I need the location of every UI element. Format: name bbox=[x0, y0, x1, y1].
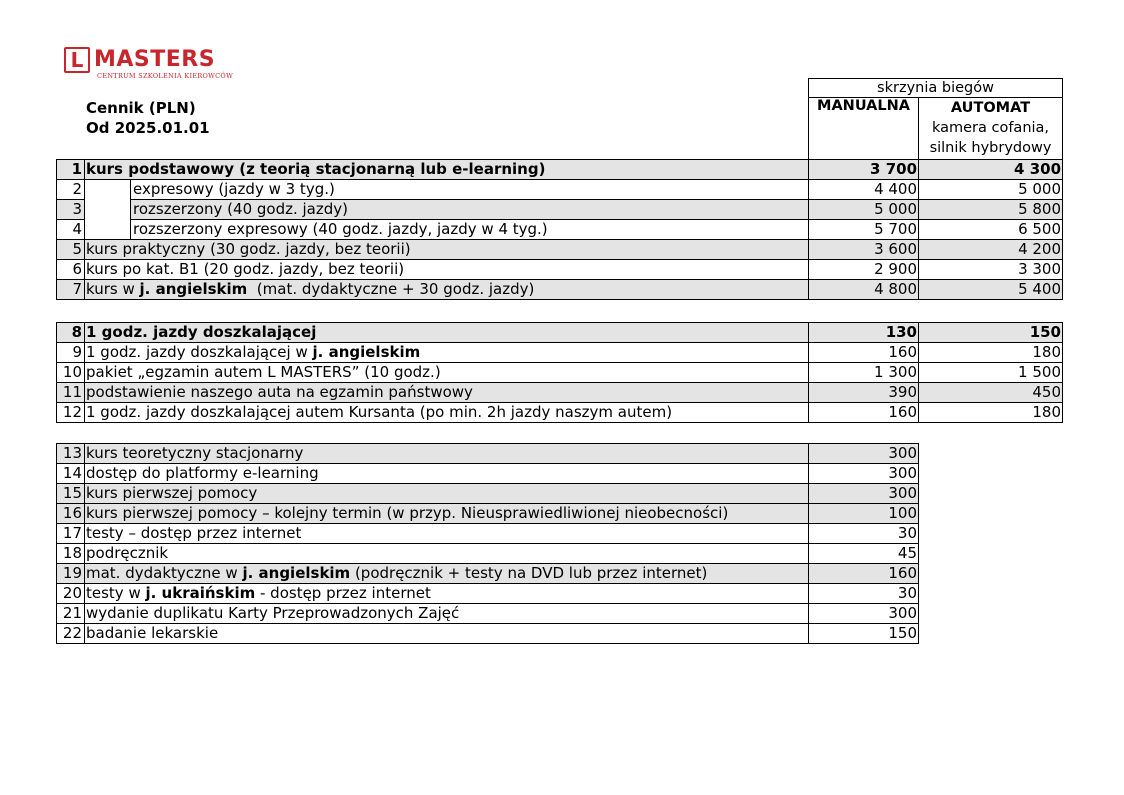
price: 160 bbox=[809, 564, 919, 584]
manual-price: 5 700 bbox=[809, 220, 919, 240]
table-row bbox=[57, 403, 1063, 423]
row-number: 19 bbox=[57, 564, 85, 584]
row-description bbox=[85, 564, 809, 584]
table-row bbox=[57, 484, 919, 504]
manual-price: 3 600 bbox=[809, 240, 919, 260]
price: 100 bbox=[809, 504, 919, 524]
row-number: 20 bbox=[57, 584, 85, 604]
desc-text: kurs w bbox=[86, 280, 140, 298]
automatic-price: 180 bbox=[919, 343, 1063, 363]
manual-price: 5 000 bbox=[809, 200, 919, 220]
row-number: 14 bbox=[57, 464, 85, 484]
price: 300 bbox=[809, 604, 919, 624]
automatic-price: 3 300 bbox=[919, 260, 1063, 280]
automatic-price: 450 bbox=[919, 383, 1063, 403]
automatic-note: kamera cofania, silnik hybrydowy bbox=[929, 120, 1052, 156]
manual-price: 1 300 bbox=[809, 363, 919, 383]
price-table-courses bbox=[56, 159, 1063, 300]
table-row bbox=[57, 564, 919, 584]
automatic-price: 1 500 bbox=[919, 363, 1063, 383]
row-description: podstawienie naszego auta na egzamin państwowy bbox=[85, 383, 809, 403]
manual-price: 4 800 bbox=[809, 280, 919, 300]
table-row bbox=[57, 504, 919, 524]
desc-text-after: (mat. dydaktyczne + 30 godz. jazdy) bbox=[247, 280, 535, 298]
row-description: wydanie duplikatu Karty Przeprowadzonych Zajęć bbox=[85, 604, 809, 624]
table-row bbox=[57, 363, 1063, 383]
desc-text: mat. dydaktyczne w bbox=[86, 564, 243, 582]
price-table-lessons bbox=[56, 322, 1063, 423]
manual-price: 3 700 bbox=[809, 160, 919, 180]
automatic-price: 5 000 bbox=[919, 180, 1063, 200]
table-row bbox=[57, 280, 1063, 300]
row-description: kurs podstawowy (z teorią stacjonarną lub e-learning) bbox=[85, 160, 809, 180]
manual-header: MANUALNA bbox=[809, 98, 919, 160]
row-description: badanie lekarskie bbox=[85, 624, 809, 644]
automatic-price: 180 bbox=[919, 403, 1063, 423]
price: 30 bbox=[809, 524, 919, 544]
row-description: expresowy (jazdy w 3 tyg.) bbox=[131, 180, 809, 200]
row-description: kurs pierwszej pomocy – kolejny termin (w przyp. Nieusprawiedliwionej nieobecności) bbox=[85, 504, 809, 524]
row-number: 10 bbox=[57, 363, 85, 383]
row-number: 4 bbox=[57, 220, 85, 240]
price: 45 bbox=[809, 544, 919, 564]
automatic-header: AUTOMAT bbox=[950, 100, 1031, 116]
table-row bbox=[57, 220, 1063, 240]
row-description: 1 godz. jazdy doszkalającej bbox=[85, 323, 809, 343]
automatic-price: 6 500 bbox=[919, 220, 1063, 240]
row-description bbox=[85, 343, 809, 363]
manual-price: 160 bbox=[809, 403, 919, 423]
row-description: kurs teoretyczny stacjonarny bbox=[85, 444, 809, 464]
column-header bbox=[808, 78, 1062, 159]
row-number: 9 bbox=[57, 343, 85, 363]
row-number: 7 bbox=[57, 280, 85, 300]
manual-price: 390 bbox=[809, 383, 919, 403]
desc-text: 1 godz. jazdy doszkalającej w bbox=[86, 343, 313, 361]
row-number: 1 bbox=[57, 160, 85, 180]
row-description bbox=[85, 280, 809, 300]
row-description: podręcznik bbox=[85, 544, 809, 564]
row-number: 3 bbox=[57, 200, 85, 220]
table-row bbox=[57, 343, 1063, 363]
table-row bbox=[57, 260, 1063, 280]
row-number: 12 bbox=[57, 403, 85, 423]
row-description bbox=[85, 584, 809, 604]
logo-name: MASTERS bbox=[94, 47, 216, 72]
automatic-price: 5 400 bbox=[919, 280, 1063, 300]
automatic-price: 4 200 bbox=[919, 240, 1063, 260]
page-title: Cennik (PLN) bbox=[86, 99, 196, 117]
manual-price: 2 900 bbox=[809, 260, 919, 280]
row-description: testy – dostęp przez internet bbox=[85, 524, 809, 544]
automatic-header-cell bbox=[919, 98, 1063, 160]
table-row bbox=[57, 544, 919, 564]
table-row bbox=[57, 160, 1063, 180]
logo-mark: L bbox=[64, 47, 90, 73]
table-row bbox=[57, 383, 1063, 403]
row-number: 8 bbox=[57, 323, 85, 343]
automatic-price: 4 300 bbox=[919, 160, 1063, 180]
row-number: 13 bbox=[57, 444, 85, 464]
row-number: 6 bbox=[57, 260, 85, 280]
desc-text-after: - dostęp przez internet bbox=[255, 584, 431, 602]
price: 300 bbox=[809, 484, 919, 504]
effective-date: Od 2025.01.01 bbox=[86, 119, 210, 137]
row-number: 18 bbox=[57, 544, 85, 564]
desc-emphasis: j. angielskim bbox=[312, 343, 421, 361]
table-row bbox=[57, 604, 919, 624]
price: 30 bbox=[809, 584, 919, 604]
desc-text: testy w bbox=[86, 584, 146, 602]
row-description: kurs po kat. B1 (20 godz. jazdy, bez teorii) bbox=[85, 260, 809, 280]
table-row bbox=[57, 200, 1063, 220]
row-number: 15 bbox=[57, 484, 85, 504]
price: 150 bbox=[809, 624, 919, 644]
price: 300 bbox=[809, 464, 919, 484]
manual-price: 4 400 bbox=[809, 180, 919, 200]
table-row bbox=[57, 323, 1063, 343]
desc-emphasis: j. angielskim bbox=[242, 564, 351, 582]
table-row bbox=[57, 584, 919, 604]
row-number: 22 bbox=[57, 624, 85, 644]
automatic-price: 5 800 bbox=[919, 200, 1063, 220]
manual-price: 160 bbox=[809, 343, 919, 363]
row-description: 1 godz. jazdy doszkalającej autem Kursanta (po min. 2h jazdy naszym autem) bbox=[85, 403, 809, 423]
row-number: 11 bbox=[57, 383, 85, 403]
row-number: 21 bbox=[57, 604, 85, 624]
automatic-price: 150 bbox=[919, 323, 1063, 343]
row-number: 16 bbox=[57, 504, 85, 524]
row-description: kurs pierwszej pomocy bbox=[85, 484, 809, 504]
row-description: pakiet „egzamin autem L MASTERS” (10 godz.) bbox=[85, 363, 809, 383]
row-description: rozszerzony (40 godz. jazdy) bbox=[131, 200, 809, 220]
row-description: rozszerzony expresowy (40 godz. jazdy, jazdy w 4 tyg.) bbox=[131, 220, 809, 240]
manual-price: 130 bbox=[809, 323, 919, 343]
price: 300 bbox=[809, 444, 919, 464]
company-logo bbox=[64, 46, 244, 82]
row-description: dostęp do platformy e-learning bbox=[85, 464, 809, 484]
table-row bbox=[57, 444, 919, 464]
desc-text-after: (podręcznik + testy na DVD lub przez internet) bbox=[350, 564, 708, 582]
row-number: 2 bbox=[57, 180, 85, 200]
table-row bbox=[57, 464, 919, 484]
table-row bbox=[57, 524, 919, 544]
table-row bbox=[57, 240, 1063, 260]
row-number: 17 bbox=[57, 524, 85, 544]
table-row bbox=[57, 180, 1063, 200]
table-row bbox=[57, 624, 919, 644]
indent-cell bbox=[85, 180, 131, 240]
desc-emphasis: j. ukraińskim bbox=[145, 584, 256, 602]
row-description: kurs praktyczny (30 godz. jazdy, bez teorii) bbox=[85, 240, 809, 260]
row-number: 5 bbox=[57, 240, 85, 260]
desc-emphasis: j. angielskim bbox=[139, 280, 248, 298]
price-table-other bbox=[56, 443, 919, 644]
gearbox-header: skrzynia biegów bbox=[809, 79, 1063, 98]
logo-tagline: CENTRUM SZKOLENIA KIEROWCÓW bbox=[97, 72, 234, 80]
